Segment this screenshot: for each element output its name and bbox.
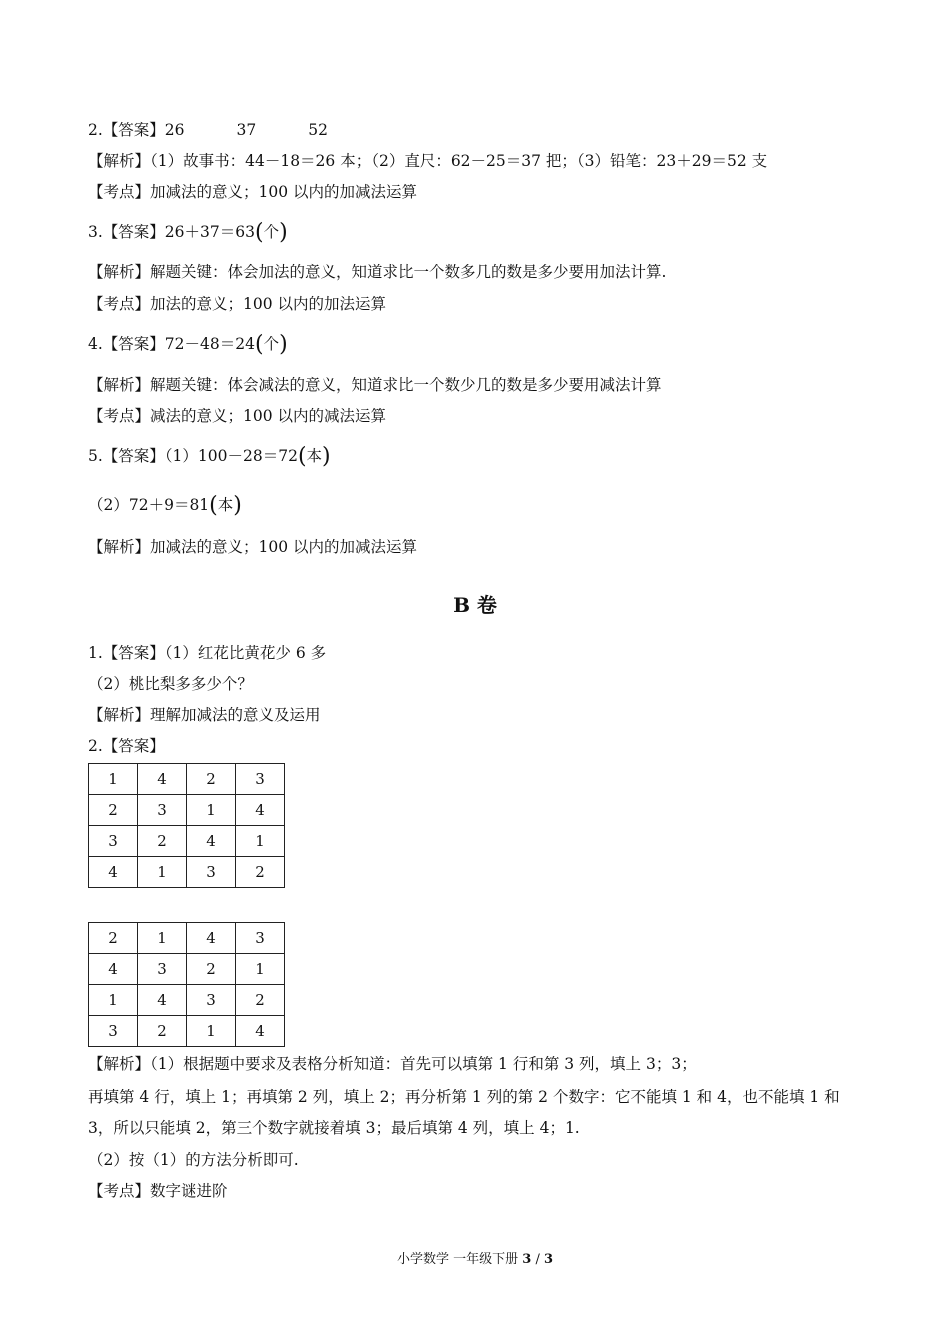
grid-cell: 4 [89,857,138,888]
answer-2-explanation: 【解析】（1）故事书：44－18＝26 本；（2）直尺：62－25＝37 把；（3）铅笔：23＋29＝52 支 [88,152,768,170]
grid-cell: 2 [236,857,285,888]
grid-cell: 4 [138,985,187,1016]
grid-cell: 4 [236,1016,285,1047]
answer-2-value-3: 52 [308,121,328,139]
answer-5-unit: 本 [306,447,323,465]
answer-4-explanation: 【解析】解题关键：体会减法的意义，知道求比一个数少几的数是多少要用减法计算 [88,376,662,394]
grid-row [89,764,285,795]
grid-cell: 4 [187,923,236,954]
grid-cell: 3 [236,764,285,795]
b-answer-2-explanation-2: 再填第 4 行，填上 1；再填第 2 列，填上 2；再分析第 1 列的第 2 个数字：它不能填 1 和 4，也不能填 1 和 [88,1088,840,1106]
answer-3-keypoint: 【考点】加法的意义；100 以内的加法运算 [88,295,387,313]
grid-cell: 3 [187,985,236,1016]
grid-cell: 3 [89,1016,138,1047]
footer-subject: 小学数学 一年级下册 [396,1252,519,1267]
answer-5-2-unit: 本 [217,496,234,514]
grid-cell: 2 [89,923,138,954]
grid-cell: 2 [187,954,236,985]
answer-5-equation: 5.【答案】（1）100－28＝72 [88,447,298,465]
grid-cell: 2 [187,764,236,795]
grid-row [89,795,285,826]
answer-4-unit: 个 [263,335,280,353]
grid-row [89,985,285,1016]
grid-row [89,826,285,857]
b-answer-2-explanation-3: 3，所以只能填 2，第三个数字就接着填 3；最后填第 4 列，填上 4；1. [88,1119,580,1137]
grid-cell: 4 [236,795,285,826]
grid-cell: 3 [138,954,187,985]
grid-cell: 4 [187,826,236,857]
grid-cell: 1 [236,826,285,857]
grid-row [89,954,285,985]
grid-cell: 3 [138,795,187,826]
answer-2-value-2: 37 [236,121,257,139]
answer-4-equation: 4.【答案】72－48＝24 [88,335,255,353]
grid-cell: 2 [89,795,138,826]
grid-cell: 1 [236,954,285,985]
section-b-heading: B 卷 [453,593,497,617]
grid-cell: 2 [138,826,187,857]
b-answer-2-explanation-1: 【解析】（1）根据题中要求及表格分析知道：首先可以填第 1 行和第 3 列，填上 3；3； [88,1055,697,1073]
grid-row [89,857,285,888]
answer-4: 4.【答案】72－48＝24(个) [88,332,288,357]
answer-5-2-equation: （2）72＋9＝81 [88,496,210,514]
b-answer-2: 2.【答案】 [88,737,165,755]
answer-3-equation: 3.【答案】26＋37＝63 [88,223,255,241]
b-answer-2-keypoint: 【考点】数字谜进阶 [88,1182,228,1200]
answer-5-part-2: （2）72＋9＝81(本) [88,493,242,518]
answer-2-value-1: 2.【答案】26 [88,121,185,139]
answer-grid-1 [88,763,285,888]
footer-separator: / [531,1252,544,1267]
answer-3-unit: 个 [263,223,280,241]
footer-page-total: 3 [543,1252,554,1267]
answer-2 [88,120,328,140]
grid-cell: 1 [138,923,187,954]
grid-cell: 2 [138,1016,187,1047]
grid-cell: 1 [138,857,187,888]
answer-4-keypoint: 【考点】减法的意义；100 以内的减法运算 [88,407,387,425]
page-footer [0,1248,950,1267]
grid-cell: 1 [89,985,138,1016]
answer-5-explanation: 【解析】加减法的意义；100 以内的加减法运算 [88,538,418,556]
grid-cell: 4 [138,764,187,795]
grid-cell: 1 [89,764,138,795]
answer-3-explanation: 【解析】解题关键：体会加法的意义，知道求比一个数多几的数是多少要用加法计算. [88,263,667,281]
grid-cell: 4 [89,954,138,985]
answer-3: 3.【答案】26＋37＝63(个) [88,220,288,245]
b-answer-1-explanation: 【解析】理解加减法的意义及运用 [88,706,321,724]
b-answer-1-part-2: （2）桃比梨多多少个？ [88,675,253,693]
footer-page-number: 3 [522,1252,532,1267]
grid-row [89,1016,285,1047]
grid-cell: 3 [187,857,236,888]
grid-cell: 1 [187,1016,236,1047]
grid-cell: 1 [187,795,236,826]
grid-cell: 2 [236,985,285,1016]
answer-5: 5.【答案】（1）100－28＝72(本) [88,444,331,469]
grid-row [89,923,285,954]
b-answer-2-explanation-4: （2）按（1）的方法分析即可. [88,1151,299,1169]
grid-cell: 3 [89,826,138,857]
b-answer-1: 1.【答案】（1）红花比黄花少 6 多 [88,644,327,662]
answer-grid-2 [88,922,285,1047]
answer-2-keypoint: 【考点】加减法的意义；100 以内的加减法运算 [88,183,418,201]
grid-cell: 3 [236,923,285,954]
